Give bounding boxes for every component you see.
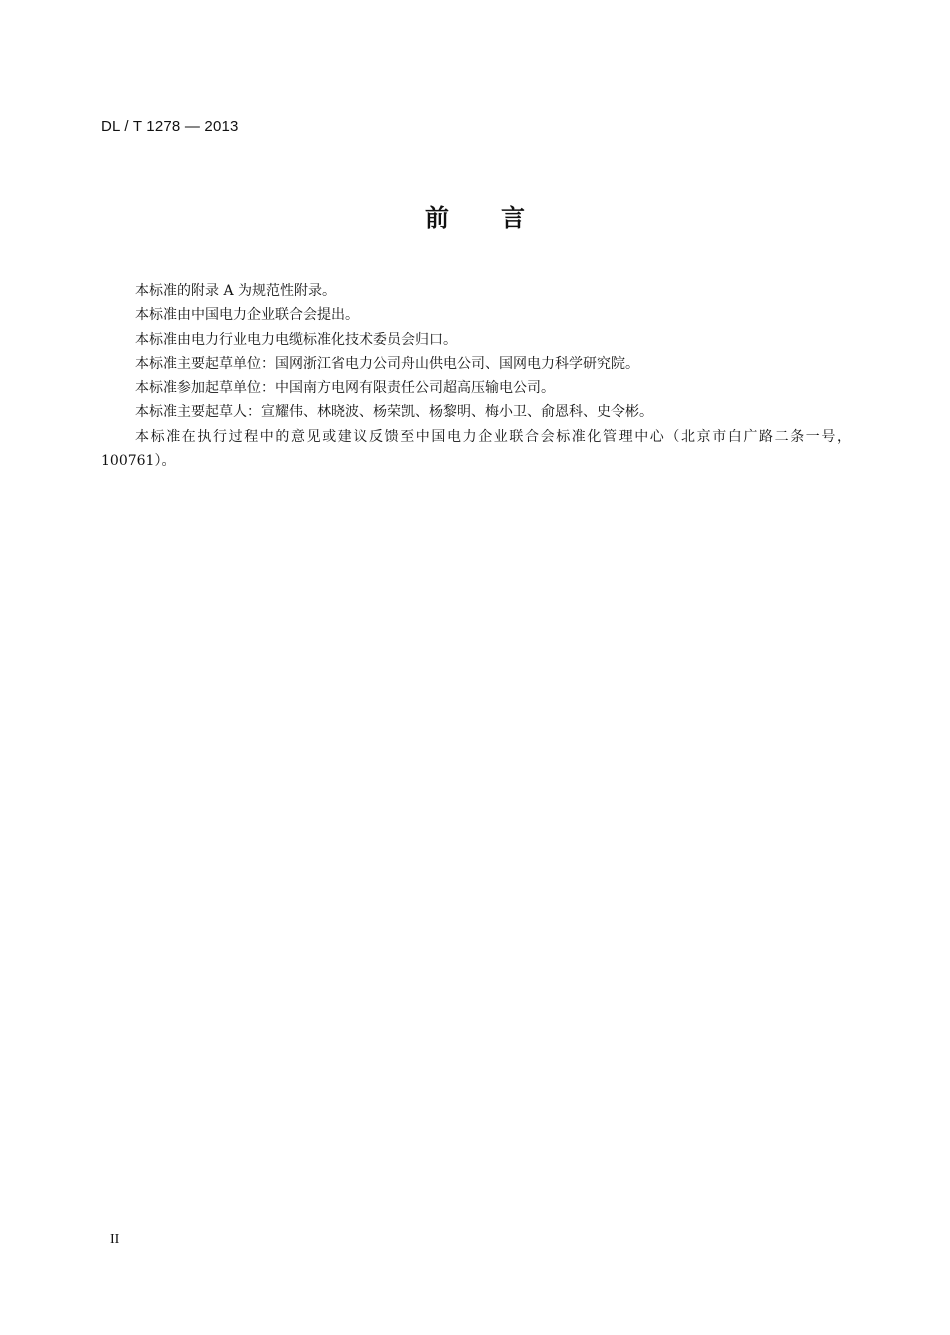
foreword-body bbox=[101, 279, 851, 473]
paragraph-drafters: 本标准主要起草人：宣耀伟、林晓波、杨荣凯、杨黎明、梅小卫、俞恩科、史令彬。 bbox=[135, 404, 653, 421]
title-char-1: 前 bbox=[425, 204, 449, 232]
paragraph-proposer: 本标准由中国电力企业联合会提出。 bbox=[135, 307, 359, 324]
paragraph-committee: 本标准由电力行业电力电缆标准化技术委员会归口。 bbox=[135, 331, 457, 348]
page-title bbox=[0, 198, 950, 233]
paragraph-appendix: 本标准的附录 A 为规范性附录。 bbox=[135, 283, 337, 299]
document-code: DL / T 1278 — 2013 bbox=[101, 118, 239, 135]
paragraph-participating-units: 本标准参加起草单位：中国南方电网有限责任公司超高压输电公司。 bbox=[135, 380, 555, 397]
paragraph-main-drafting-units: 本标准主要起草单位：国网浙江省电力公司舟山供电公司、国网电力科学研究院。 bbox=[135, 355, 639, 372]
title-char-2: 言 bbox=[501, 204, 525, 232]
page-number: II bbox=[110, 1232, 120, 1247]
paragraph-feedback: 本标准在执行过程中的意见或建议反馈至中国电力企业联合会标准化管理中心（北京市白广路二条一号，100761）。 bbox=[101, 428, 851, 470]
